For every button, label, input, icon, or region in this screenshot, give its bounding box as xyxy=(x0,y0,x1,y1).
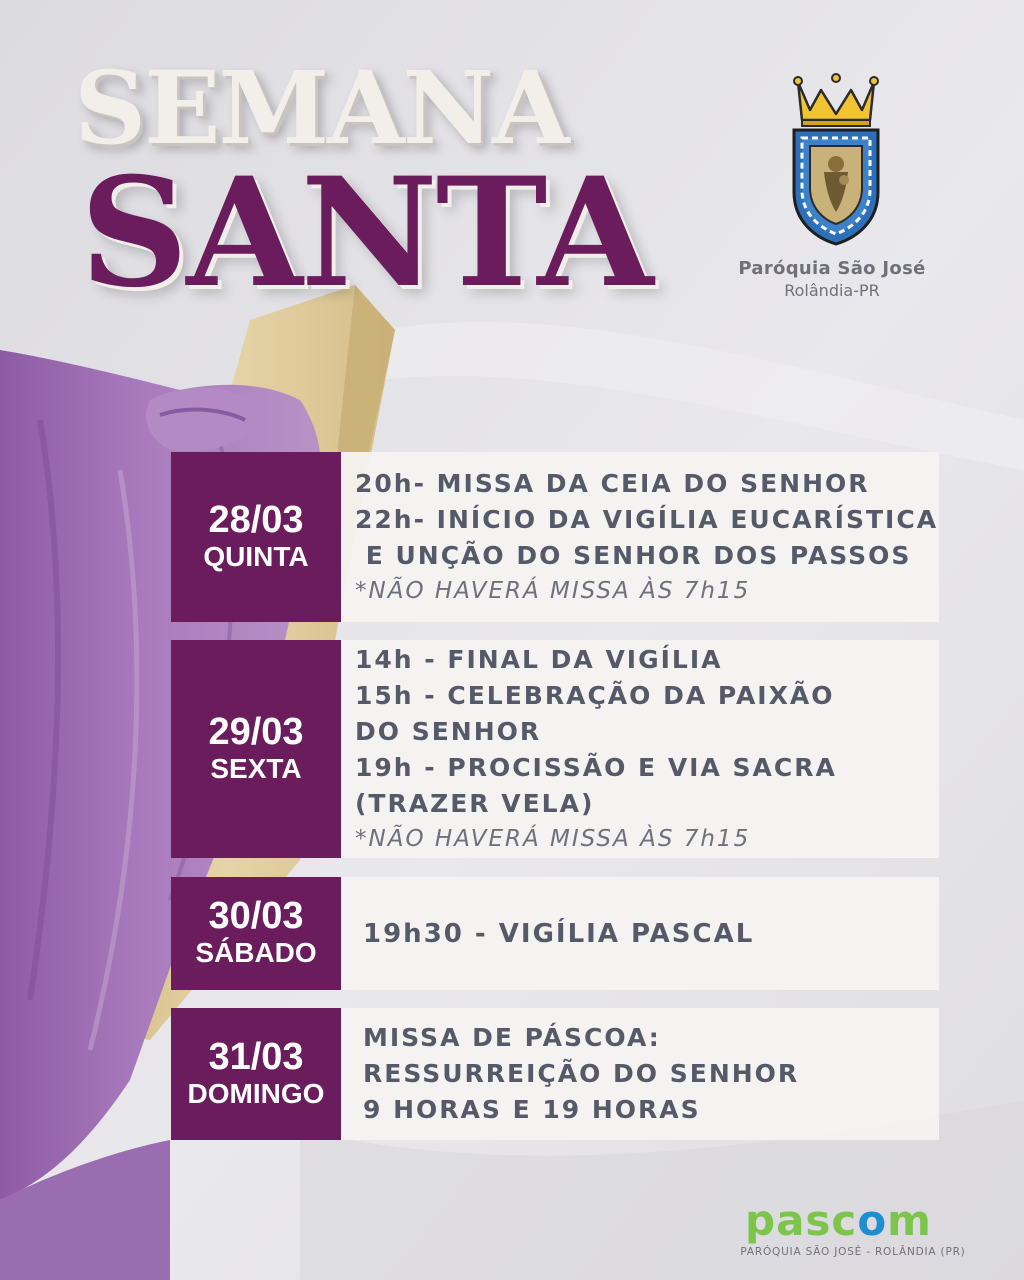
event-line: DO SENHOR xyxy=(355,717,542,746)
event-line: 22h- INÍCIO DA VIGÍLIA EUCARÍSTICA xyxy=(355,505,939,534)
event-line: 19h30 - VIGÍLIA PASCAL xyxy=(363,918,755,949)
parish-name: Paróquia São José xyxy=(738,258,926,279)
pascom-wordmark xyxy=(745,1198,932,1244)
event-weekday: DOMINGO xyxy=(187,1077,325,1109)
event-line: MISSA DE PÁSCOA: xyxy=(363,1023,661,1052)
event-day-box xyxy=(171,1008,341,1140)
event-day-box xyxy=(171,452,341,622)
event-date: 30/03 xyxy=(208,895,304,938)
event-line: 9 HORAS E 19 HORAS xyxy=(363,1095,701,1124)
event-line: 14h - FINAL DA VIGÍLIA xyxy=(355,645,723,674)
event-note: *NÃO HAVERÁ MISSA ÀS 7h15 xyxy=(355,826,751,852)
event-date: 31/03 xyxy=(208,1035,304,1078)
parish-city: Rolândia-PR xyxy=(784,281,880,300)
event-day-box xyxy=(171,877,341,990)
event-line: 19h - PROCISSÃO E VIA SACRA xyxy=(355,753,837,782)
pascom-subtitle: PARÓQUIA SÃO JOSÉ - ROLÂNDIA (PR) xyxy=(740,1246,966,1258)
event-weekday: QUINTA xyxy=(203,540,309,572)
pascom-text-blue-o: o xyxy=(857,1196,888,1245)
event-line: (TRAZER VELA) xyxy=(355,789,595,818)
event-row xyxy=(171,877,939,990)
event-day-box xyxy=(171,640,341,858)
event-weekday: SEXTA xyxy=(210,752,302,784)
event-line: RESSURREIÇÃO DO SENHOR xyxy=(363,1059,800,1088)
event-description xyxy=(341,640,939,858)
event-row xyxy=(171,1008,939,1140)
event-description xyxy=(341,1008,939,1140)
event-line: 20h- MISSA DA CEIA DO SENHOR xyxy=(355,469,870,498)
event-description xyxy=(341,877,939,990)
pascom-text-green: pasc xyxy=(745,1196,858,1245)
crowned-shield-crest-icon xyxy=(786,72,886,252)
event-row xyxy=(171,452,939,622)
event-date: 28/03 xyxy=(208,498,304,541)
pascom-logo xyxy=(735,1198,971,1264)
event-description xyxy=(341,452,939,622)
event-weekday: SÁBADO xyxy=(195,937,317,969)
event-date: 29/03 xyxy=(208,710,304,753)
event-line: 15h - CELEBRAÇÃO DA PAIXÃO xyxy=(355,681,835,710)
event-line: E UNÇÃO DO SENHOR DOS PASSOS xyxy=(355,541,912,570)
pascom-text-green-m: m xyxy=(887,1196,932,1245)
title-semana: SEMANA xyxy=(74,49,568,167)
event-note: *NÃO HAVERÁ MISSA ÀS 7h15 xyxy=(355,578,751,604)
event-row xyxy=(171,640,939,858)
title-santa: SANTA xyxy=(80,145,652,321)
